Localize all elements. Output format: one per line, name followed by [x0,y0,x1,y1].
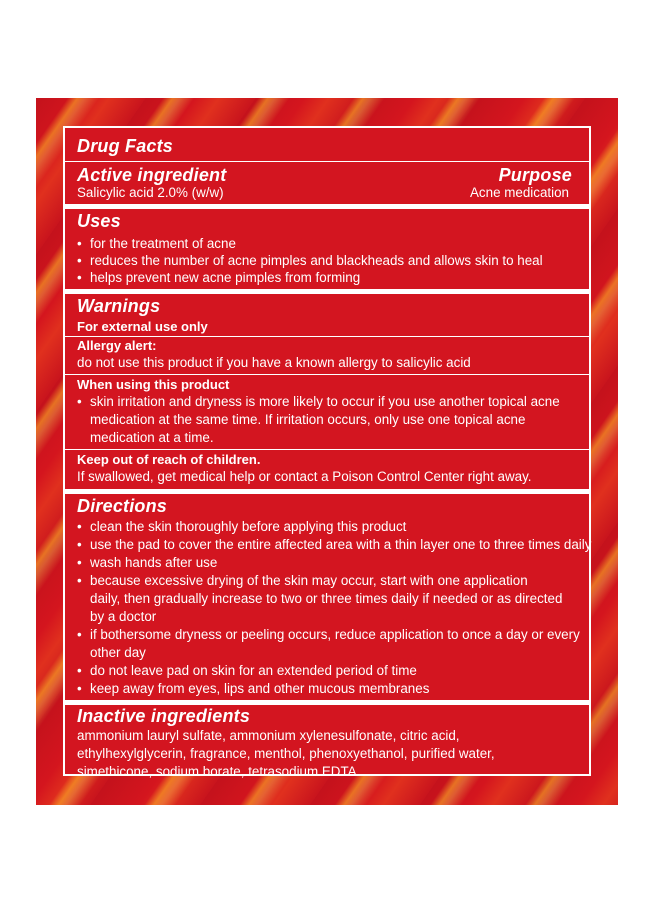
bullet: • [77,663,82,678]
bullet: • [77,681,82,696]
bullet: • [77,519,82,534]
divider [65,336,589,337]
bullet: • [77,537,82,552]
directions-heading: Directions [77,496,168,516]
bullet: • [77,270,82,285]
divider [65,700,589,705]
bullet: • [77,573,82,588]
bullet: • [77,236,82,251]
directions-line: because excessive drying of the skin may occur, start with one application [90,573,528,588]
purpose-heading: Purpose [498,165,572,185]
divider [65,289,589,294]
drug-facts-panel [63,126,592,779]
active-ingredient-text: Salicylic acid 2.0% (w/w) [77,185,224,200]
directions-line: clean the skin thoroughly before applying this product [90,519,407,534]
bullet: • [77,627,82,642]
inactive-ingredients-line: ethylhexylglycerin, fragrance, menthol, phenoxyethanol, purified water, [77,746,495,761]
keep-out-of-reach-heading: Keep out of reach of children. [77,452,261,467]
uses-heading: Uses [77,211,121,231]
uses-item: for the treatment of acne [90,236,236,251]
keep-out-of-reach-text: If swallowed, get medical help or contact a Poison Control Center right away. [77,469,532,484]
divider [65,204,589,209]
bullet: • [77,394,82,409]
when-using-line: medication at the same time. If irritation occurs, only use one topical acne [90,412,526,427]
uses-item: helps prevent new acne pimples from forming [90,270,361,285]
allergy-alert-text: do not use this product if you have a known allergy to salicylic acid [77,355,471,370]
when-using-line: skin irritation and dryness is more likely to occur if you use another topical acne [90,394,560,409]
directions-line: keep away from eyes, lips and other mucous membranes [90,681,430,696]
directions-line: use the pad to cover the entire affected area with a thin layer one to three times daily [90,537,592,552]
directions-line: do not leave pad on skin for an extended period of time [90,663,417,678]
warnings-heading: Warnings [77,296,161,316]
bullet: • [77,253,82,268]
when-using-line: medication at a time. [90,430,214,445]
divider [65,449,589,450]
directions-line: wash hands after use [90,555,218,570]
directions-line: other day [90,645,146,660]
directions-line: by a doctor [90,609,157,624]
divider [65,161,589,162]
when-using-heading: When using this product [77,377,230,392]
inactive-ingredients-heading: Inactive ingredients [77,706,251,726]
bullet: • [77,555,82,570]
allergy-alert-heading: Allergy alert: [77,338,157,353]
drug-facts-title: Drug Facts [77,136,174,156]
directions-line: if bothersome dryness or peeling occurs, reduce application to once a day or every [90,627,580,642]
divider [65,374,589,375]
inactive-ingredients-line: ammonium lauryl sulfate, ammonium xylenesulfonate, citric acid, [77,728,460,743]
divider [65,489,589,494]
uses-item: reduces the number of acne pimples and blackheads and allows skin to heal [90,253,543,268]
inactive-ingredients-line: simethicone, sodium borate, tetrasodium EDTA [77,764,357,779]
directions-line: daily, then gradually increase to two or three times daily if needed or as directed [90,591,563,606]
active-ingredient-heading: Active ingredient [77,165,227,185]
purpose-text: Acne medication [470,185,569,200]
external-use-text: For external use only [77,319,208,334]
